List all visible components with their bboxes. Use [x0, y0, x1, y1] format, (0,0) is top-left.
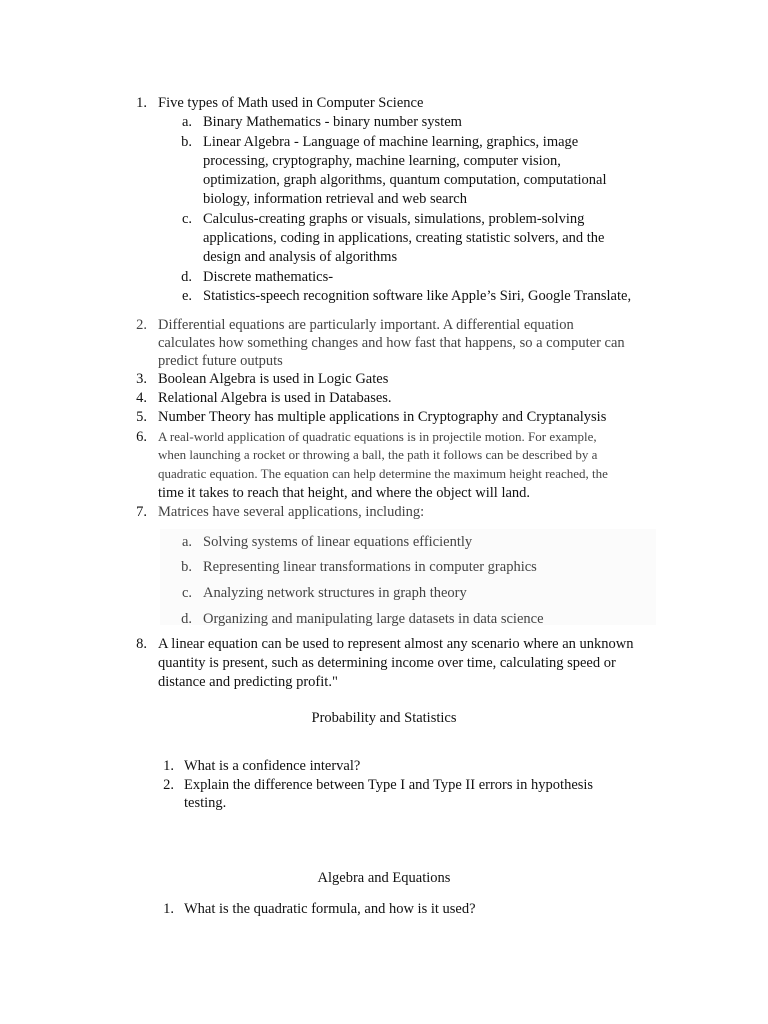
- list-number: 1.: [163, 758, 174, 774]
- list-text-continued: calculates how something changes and how fast that happens, so a computer can: [158, 335, 625, 351]
- sub-text: Solving systems of linear equations efficiently: [203, 534, 473, 550]
- list-text-continued: testing.: [184, 795, 227, 811]
- list-text: Boolean Algebra is used in Logic Gates: [158, 371, 389, 387]
- list-number: 1.: [163, 901, 174, 917]
- list-text: Matrices have several applications, including:: [158, 504, 425, 520]
- list-text: Five types of Math used in Computer Science: [158, 95, 424, 111]
- sub-letter: d.: [181, 269, 192, 285]
- sub-letter: b.: [181, 559, 192, 575]
- sub-text: Analyzing network structures in graph theory: [203, 585, 467, 601]
- list-number: 7.: [136, 504, 147, 520]
- sub-text: Calculus-creating graphs or visuals, simulations, problem-solving: [203, 211, 585, 227]
- sub-letter: d.: [181, 611, 192, 627]
- list-number: 3.: [136, 371, 147, 387]
- sub-text: Linear Algebra - Language of machine learning, graphics, image: [203, 134, 579, 150]
- sub-text: Discrete mathematics-: [203, 269, 334, 285]
- list-text-continued: distance and predicting profit.": [158, 674, 338, 690]
- sub-letter: c.: [181, 585, 192, 601]
- list-text: A linear equation can be used to represent almost any scenario where an unknown: [158, 636, 634, 652]
- list-number: 2.: [136, 317, 147, 333]
- list-text-continued: time it takes to reach that height, and where the object will land.: [158, 485, 531, 501]
- list-text-continued: quantity is present, such as determining income over time, calculating speed or: [158, 655, 616, 671]
- list-text: Differential equations are particularly important. A differential equation: [158, 317, 574, 333]
- list-number: 1.: [136, 95, 147, 111]
- sub-letter: e.: [181, 288, 192, 304]
- sub-letter: b.: [181, 134, 192, 150]
- list-number: 2.: [163, 777, 174, 793]
- list-text: What is a confidence interval?: [184, 758, 361, 774]
- sub-text-continued: applications, coding in applications, creating statistic solvers, and the: [203, 230, 605, 246]
- sub-letter: a.: [181, 534, 192, 550]
- sub-letter: a.: [181, 114, 192, 130]
- list-number: 5.: [136, 409, 147, 425]
- sub-text-continued: optimization, graph algorithms, quantum computation, computational: [203, 172, 607, 188]
- list-text-continued: quadratic equation. The equation can help determine the maximum height reached, the: [158, 466, 608, 481]
- sub-text: Representing linear transformations in computer graphics: [203, 559, 537, 575]
- section-heading-probability: Probability and Statistics: [311, 710, 457, 726]
- list-text: Explain the difference between Type I and Type II errors in hypothesis: [184, 777, 594, 793]
- sub-text-continued: biology, information retrieval and web search: [203, 191, 467, 207]
- sub-text: Binary Mathematics - binary number system: [203, 114, 462, 130]
- list-text: A real-world application of quadratic equations is in projectile motion. For example,: [158, 429, 597, 444]
- list-text: Number Theory has multiple applications in Cryptography and Cryptanalysis: [158, 409, 607, 425]
- sub-text-continued: processing, cryptography, machine learning, computer vision,: [203, 153, 561, 169]
- list-text: What is the quadratic formula, and how is it used?: [184, 901, 476, 917]
- section-heading-algebra: Algebra and Equations: [317, 870, 451, 886]
- list-text-continued: predict future outputs: [158, 353, 283, 369]
- sub-text-continued: design and analysis of algorithms: [203, 249, 398, 265]
- list-number: 4.: [136, 390, 147, 406]
- sub-text: Organizing and manipulating large datasets in data science: [203, 611, 544, 627]
- list-text-continued: when launching a rocket or throwing a ball, the path it follows can be described by a: [158, 447, 598, 462]
- sub-text: Statistics-speech recognition software like Apple’s Siri, Google Translate,: [203, 288, 632, 304]
- sub-letter: c.: [181, 211, 192, 227]
- list-text: Relational Algebra is used in Databases.: [158, 390, 392, 406]
- list-number: 8.: [136, 636, 147, 652]
- list-number: 6.: [136, 429, 147, 445]
